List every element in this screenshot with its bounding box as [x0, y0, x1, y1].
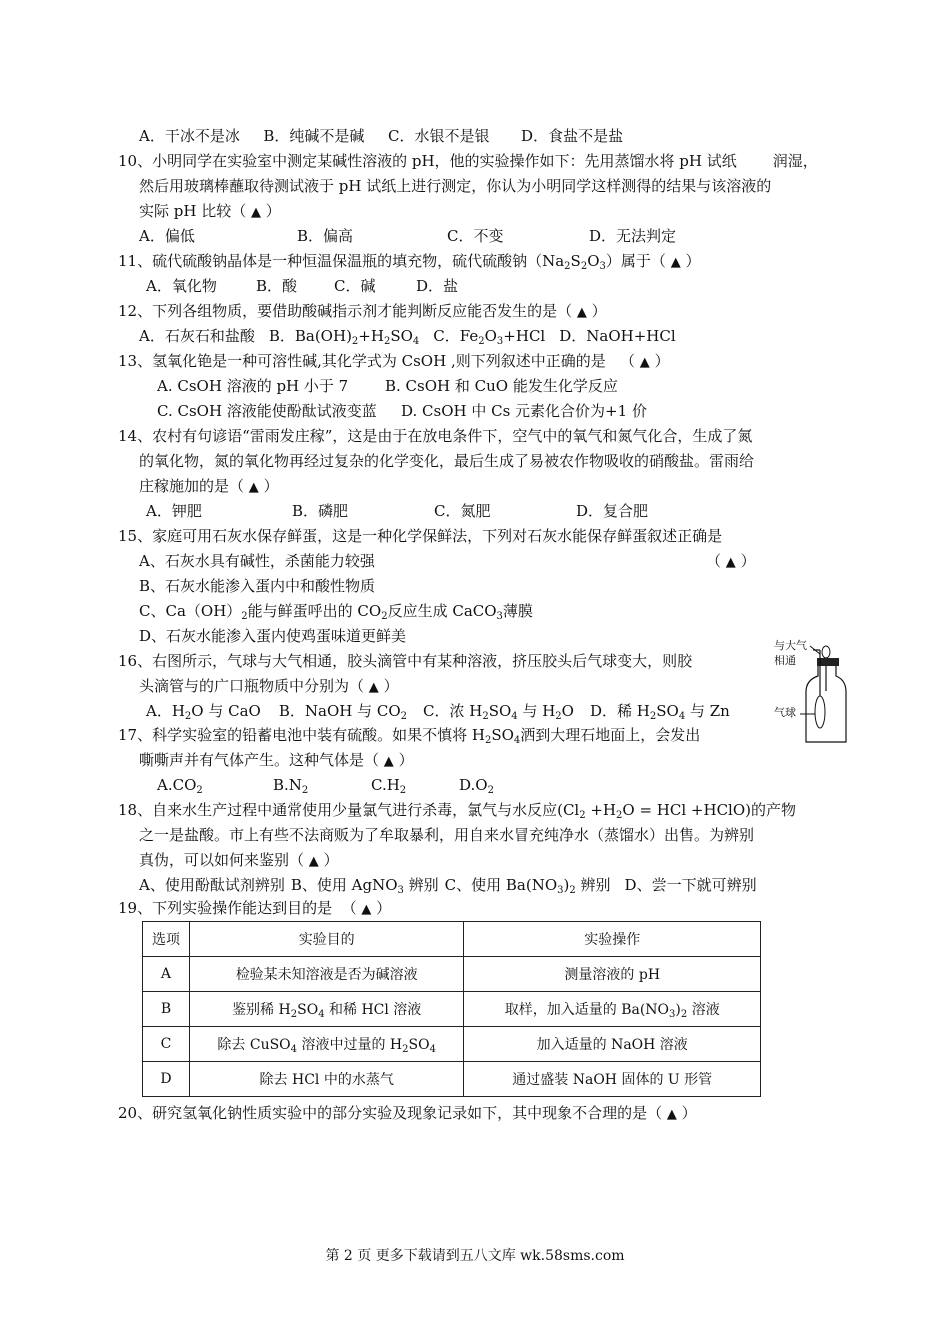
q16-option-b: B．NaOH 与 $CO_2$: [278, 702, 408, 722]
q20-stem: 20、研究氢氧化钠性质实验中的部分实验及现象记录如下，其中现象不合理的是（ ▲ ）: [118, 1104, 697, 1122]
q10-option-a: A．偏低: [139, 227, 195, 245]
q17-option-b: $B.N_2$: [273, 776, 309, 796]
q9-option-b: B．纯碱不是碱: [263, 127, 365, 145]
answer-marker: ▲: [251, 205, 262, 220]
q10-option-c: C．不变: [447, 227, 504, 245]
table-row: A 检验某未知溶液是否为碱溶液 测量溶液的 pH: [143, 957, 761, 992]
q12-option-a: A．石灰石和盐酸: [139, 327, 255, 345]
q13-option-c: C. CsOH 溶液能使酚酞试液变蓝: [157, 402, 377, 420]
q11-option-b: B．酸: [256, 277, 298, 295]
page-footer: 第 2 页 更多下载请到五八文库 wk.58sms.com: [325, 1248, 625, 1264]
q18-line2: 之一是盐酸。市上有些不法商贩为了牟取暴利，用自来水冒充纯净水（蒸馏水）出售。为辨别: [139, 826, 755, 844]
q10-option-b: B．偏高: [297, 227, 354, 245]
q16-line2: 头滴管与的广口瓶物质中分别为（ ▲ ）: [139, 677, 399, 695]
figure-label-connected: 相通: [774, 654, 796, 667]
q15-answer: （ ▲ ）: [706, 552, 756, 570]
q18-line3: 真伪，可以如何来鉴别（ ▲ ）: [139, 851, 339, 869]
q10-line3: 实际 pH 比较（ ▲ ）: [139, 200, 281, 224]
figure-label-air: 与大气: [774, 639, 807, 652]
q9-options: [139, 125, 623, 147]
flask-balloon-figure: [770, 636, 850, 746]
q18-line1: 18、自来水生产过程中通常使用少量氯气进行杀毒，氯气与水反应($Cl_2 +H_2O$ = HCl +HClO)的产物: [118, 801, 797, 821]
q9-option-a: A．干冰不是冰: [139, 127, 240, 145]
q16-option-a: A．$H_2O$ 与 CaO: [146, 702, 261, 722]
q14-option-d: D．复合肥: [576, 502, 649, 520]
q10-options: [139, 225, 676, 247]
q16-option-c: C．浓 $H_2SO_4$ 与 $H_2O$: [423, 702, 574, 722]
header-goal: 实验目的: [189, 922, 464, 957]
q18-option-b: B、使用 AgNO$_3$ 辨别: [290, 876, 439, 896]
q10-option-d: D．无法判定: [589, 227, 677, 245]
q10-line2: 然后用玻璃棒蘸取待测试液于 pH 试纸上进行测定，你认为小明同学这样测得的结果与该溶液的: [139, 177, 772, 195]
q14-line3: 庄稼施加的是（ ▲ ）: [139, 477, 279, 495]
q18-option-d: D、尝一下就可辨别: [624, 876, 757, 894]
q9-option-d: D．食盐不是盐: [521, 127, 624, 145]
q18-option-a: A、使用酚酞试剂辨别: [139, 876, 285, 894]
q14-options: [146, 500, 648, 522]
header-option: 选项: [143, 922, 190, 957]
figure-label-balloon: 气球: [774, 706, 796, 719]
q13-options-row1: [157, 375, 618, 397]
experiment-table: [142, 921, 761, 1097]
q16-line1: 16、右图所示，气球与大气相通，胶头滴管中有某种溶液，挤压胶头后气球变大，则胶: [118, 652, 693, 670]
q19-stem: 19、下列实验操作能达到目的是 （ ▲ ）: [118, 899, 392, 917]
q14-option-a: A．钾肥: [146, 502, 202, 520]
q11-option-a: A．氧化物: [146, 277, 217, 295]
q14-option-b: B．磷肥: [292, 502, 349, 520]
q10-line1: 10、小明同学在实验室中测定某碱性溶液的 pH，他的实验操作如下：先用蒸馏水将 pH 试纸 润湿，: [118, 152, 818, 170]
q15-option-a: A、石灰水具有碱性，杀菌能力较强: [139, 552, 375, 570]
q16-options: [146, 700, 730, 722]
table-row: C 除去 CuSO$_4$ 溶液中过量的 $H_2SO_4$ 加入适量的 NaOH 溶液: [143, 1027, 761, 1062]
q14-line2: 的氧化物，氮的氧化物再经过复杂的化学变化，最后生成了易被农作物吸收的硝酸盐。雷雨给: [139, 452, 755, 470]
q9-option-c: C．水银不是银: [388, 127, 490, 145]
q12-options: [139, 325, 676, 347]
q12-stem: 12、下列各组物质，要借助酸碱指示剂才能判断反应能否发生的是（ ▲ ）: [118, 302, 607, 320]
table-row: D 除去 HCl 中的水蒸气 通过盛装 NaOH 固体的 U 形管: [143, 1062, 761, 1097]
q11-option-c: C．碱: [334, 277, 376, 295]
q17-option-d: $D.O_2$: [459, 776, 494, 796]
q13-option-b: B. CsOH 和 CuO 能发生化学反应: [385, 377, 618, 395]
q15-option-b: B、石灰水能渗入蛋内中和酸性物质: [139, 577, 376, 595]
q15-stem: 15、家庭可用石灰水保存鲜蛋，这是一种化学保鲜法，下列对石灰水能保存鲜蛋叙述正确是: [118, 527, 723, 545]
q12-option-b: B．$Ba(OH)_2+H_2SO_4$: [268, 327, 420, 347]
q14-line1: 14、农村有句谚语“雷雨发庄稼”，这是由于在放电条件下，空气中的氧气和氮气化合，生成了氮: [118, 427, 753, 445]
q18-options: [139, 874, 757, 896]
q13-option-d: D. CsOH 中 Cs 元素化合价为+1 价: [401, 402, 647, 420]
q11-options: [146, 275, 458, 297]
balloon-icon: [815, 696, 825, 728]
q11-option-d: D．盐: [416, 277, 459, 295]
q16-option-d: D．稀 $H_2SO_4$ 与 Zn: [589, 702, 730, 722]
q13-options-row2: [157, 400, 647, 422]
header-operation: 实验操作: [464, 922, 761, 957]
q13-stem: 13、氢氧化铯是一种可溶性碱,其化学式为 CsOH ,则下列叙述中正确的是 （ ▲ ）: [118, 352, 670, 370]
q15-option-c: C、$Ca(OH)_2$能与鲜蛋呼出的 $CO_2$反应生成 CaCO$_3$薄膜: [139, 602, 533, 622]
q17-line1: 17、科学实验室的铅蓄电池中装有硫酸。如果不慎将 $H_2SO_4$洒到大理石地面上，会发出: [118, 726, 701, 746]
q12-option-d: D．NaOH+HCl: [559, 327, 676, 345]
dropper-bulb-icon: [822, 646, 830, 658]
q17-option-c: $C.H_2$: [371, 776, 407, 796]
q11-stem: 11、硫代硫酸钠晶体是一种恒温保温瓶的填充物，硫代硫酸钠$(Na_2S_2O_3)$属于（ ▲ ）: [118, 252, 701, 272]
table-row: B 鉴别稀 $H_2SO_4$ 和稀 HCl 溶液 取样，加入适量的 $Ba(NO_3)_2$ 溶液: [143, 992, 761, 1027]
table-header-row: [143, 922, 761, 957]
q14-option-c: C．氮肥: [434, 502, 491, 520]
q17-options: [157, 774, 494, 796]
q17-line2: 嘶嘶声并有气体产生。这种气体是（ ▲ ）: [139, 751, 414, 769]
q13-option-a: A. CsOH 溶液的 pH 小于 7: [157, 377, 349, 395]
q18-option-c: C、使用 $Ba(NO_3)_2$ 辨别: [444, 876, 611, 896]
q17-option-a: $A.CO_2$: [157, 776, 203, 796]
q12-option-c: C．$Fe_2O_3+HCl$: [433, 327, 546, 347]
q15-option-d: D、石灰水能渗入蛋内使鸡蛋味道更鲜美: [139, 627, 407, 645]
